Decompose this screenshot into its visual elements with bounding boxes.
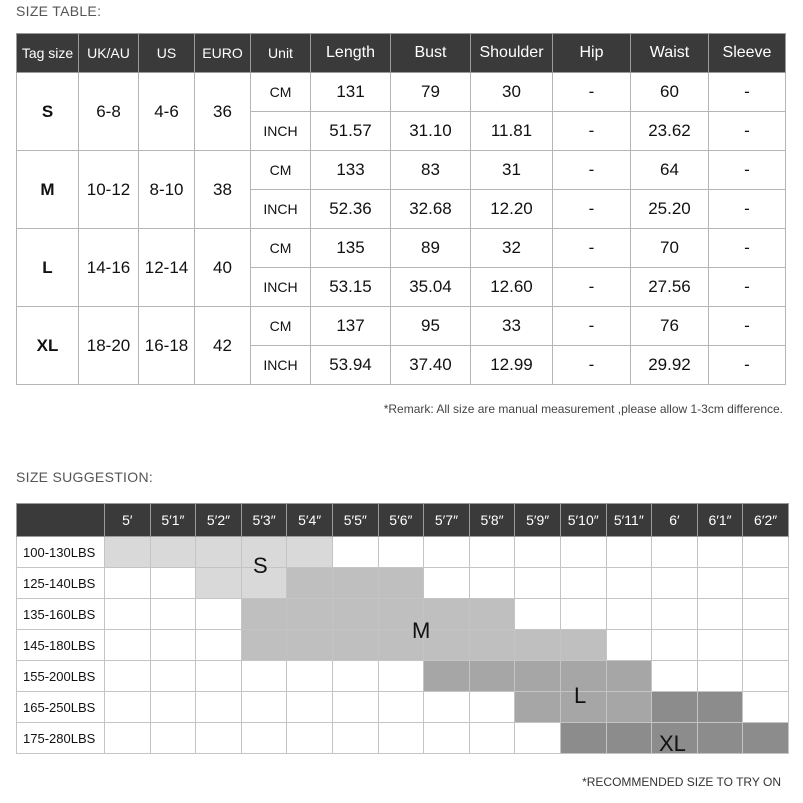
size-cell-empty [743, 630, 789, 661]
size-suggestion-table [16, 503, 789, 754]
us-cell: 4-6 [139, 73, 195, 151]
size-cell-empty [743, 537, 789, 568]
suggestion-row [17, 537, 789, 568]
sleeve-cell: - [709, 112, 786, 151]
uk-au-cell: 18-20 [79, 307, 139, 385]
bust-cell: 89 [391, 229, 471, 268]
unit-cell: CM [251, 73, 311, 112]
unit-cell: CM [251, 307, 311, 346]
sleeve-cell: - [709, 151, 786, 190]
height-header: 5′2″ [196, 504, 242, 537]
euro-cell: 38 [195, 151, 251, 229]
size-cell-empty [560, 568, 606, 599]
size-cell-empty [424, 692, 470, 723]
unit-cell: INCH [251, 190, 311, 229]
unit-cell: INCH [251, 268, 311, 307]
size-cell-empty [150, 661, 196, 692]
waist-cell: 23.62 [631, 112, 709, 151]
size-cell-empty [606, 537, 652, 568]
size-cell-m [287, 630, 333, 661]
header-euro: EURO [195, 34, 251, 73]
size-cell-empty [150, 599, 196, 630]
waist-cell: 76 [631, 307, 709, 346]
euro-cell: 42 [195, 307, 251, 385]
hip-cell: - [553, 346, 631, 385]
sleeve-cell: - [709, 346, 786, 385]
header-uk-au: UK/AU [79, 34, 139, 73]
size-cell-empty [241, 661, 287, 692]
height-header: 5′4″ [287, 504, 333, 537]
size-cell-empty [378, 692, 424, 723]
sleeve-cell: - [709, 307, 786, 346]
size-cell-empty [469, 568, 515, 599]
size-cell-empty [743, 661, 789, 692]
height-header: 5′6″ [378, 504, 424, 537]
size-cell-empty [105, 723, 151, 754]
size-cell-s [287, 537, 333, 568]
size-table-header-row [17, 34, 786, 73]
size-cell-l [424, 661, 470, 692]
bust-cell: 37.40 [391, 346, 471, 385]
shoulder-cell: 32 [471, 229, 553, 268]
suggestion-row [17, 692, 789, 723]
bust-cell: 31.10 [391, 112, 471, 151]
size-cell-empty [378, 537, 424, 568]
size-table [16, 33, 786, 385]
bust-cell: 83 [391, 151, 471, 190]
us-cell: 16-18 [139, 307, 195, 385]
height-header: 5′3″ [241, 504, 287, 537]
size-label-xl: XL [659, 731, 686, 756]
size-cell-m [469, 630, 515, 661]
size-cell-m [332, 630, 378, 661]
euro-cell: 36 [195, 73, 251, 151]
hip-cell: - [553, 151, 631, 190]
header-us: US [139, 34, 195, 73]
size-label-l: L [574, 683, 587, 708]
waist-cell: 64 [631, 151, 709, 190]
size-cell-empty [150, 723, 196, 754]
suggestion-row [17, 630, 789, 661]
sleeve-cell: - [709, 190, 786, 229]
size-cell-empty [469, 537, 515, 568]
header-length: Length [311, 34, 391, 73]
size-cell-m [332, 599, 378, 630]
bust-cell: 32.68 [391, 190, 471, 229]
size-table-title: SIZE TABLE: [16, 3, 102, 19]
size-row-cm [17, 73, 786, 112]
suggestion-row [17, 599, 789, 630]
uk-au-cell: 10-12 [79, 151, 139, 229]
shoulder-cell: 12.99 [471, 346, 553, 385]
size-row-cm [17, 229, 786, 268]
size-cell-empty [515, 568, 561, 599]
size-cell-m [424, 630, 470, 661]
us-cell: 8-10 [139, 151, 195, 229]
size-cell-empty [606, 568, 652, 599]
size-cell-m [287, 599, 333, 630]
size-cell-l [515, 661, 561, 692]
size-suggestion-title: SIZE SUGGESTION: [16, 469, 154, 485]
hip-cell: - [553, 112, 631, 151]
size-cell-empty [287, 661, 333, 692]
size-cell-m [424, 599, 470, 630]
size-cell-empty [469, 692, 515, 723]
size-cell-empty [652, 599, 698, 630]
size-cell-empty [743, 599, 789, 630]
size-cell-m [469, 599, 515, 630]
size-cell-empty [150, 692, 196, 723]
size-cell-l [469, 661, 515, 692]
size-cell-empty [697, 599, 743, 630]
size-cell-empty [515, 723, 561, 754]
bust-cell: 95 [391, 307, 471, 346]
height-header: 6′1″ [697, 504, 743, 537]
length-cell: 52.36 [311, 190, 391, 229]
bust-cell: 35.04 [391, 268, 471, 307]
size-cell-empty [652, 630, 698, 661]
length-cell: 53.94 [311, 346, 391, 385]
waist-cell: 25.20 [631, 190, 709, 229]
size-cell-empty [697, 661, 743, 692]
length-cell: 137 [311, 307, 391, 346]
size-cell-empty [196, 723, 242, 754]
header-waist: Waist [631, 34, 709, 73]
length-cell: 53.15 [311, 268, 391, 307]
size-cell-empty [606, 630, 652, 661]
size-cell-m [241, 599, 287, 630]
bust-cell: 79 [391, 73, 471, 112]
sleeve-cell: - [709, 268, 786, 307]
tag-size-cell: M [17, 151, 79, 229]
hip-cell: - [553, 268, 631, 307]
size-cell-s [196, 537, 242, 568]
suggestion-row [17, 568, 789, 599]
shoulder-cell: 12.20 [471, 190, 553, 229]
waist-cell: 27.56 [631, 268, 709, 307]
hip-cell: - [553, 190, 631, 229]
length-cell: 133 [311, 151, 391, 190]
hip-cell: - [553, 229, 631, 268]
size-cell-empty [241, 692, 287, 723]
height-header: 5′10″ [560, 504, 606, 537]
suggestion-header-row [17, 504, 789, 537]
size-row-cm [17, 307, 786, 346]
size-cell-xl [560, 723, 606, 754]
tag-size-cell: L [17, 229, 79, 307]
hip-cell: - [553, 307, 631, 346]
height-header: 5′1″ [150, 504, 196, 537]
shoulder-cell: 33 [471, 307, 553, 346]
size-cell-empty [424, 568, 470, 599]
size-cell-m [332, 568, 378, 599]
length-cell: 51.57 [311, 112, 391, 151]
size-cell-empty [287, 723, 333, 754]
size-cell-empty [105, 599, 151, 630]
weight-header-blank [17, 504, 105, 537]
weight-label: 155-200LBS [17, 661, 105, 692]
recommend-note: *RECOMMENDED SIZE TO TRY ON [582, 775, 781, 789]
remark-note: *Remark: All size are manual measurement ,please allow 1-3cm difference. [383, 402, 783, 416]
waist-cell: 29.92 [631, 346, 709, 385]
tag-size-cell: XL [17, 307, 79, 385]
unit-cell: INCH [251, 346, 311, 385]
size-cell-empty [652, 568, 698, 599]
unit-cell: INCH [251, 112, 311, 151]
size-cell-empty [196, 661, 242, 692]
size-cell-empty [287, 692, 333, 723]
size-cell-empty [652, 537, 698, 568]
shoulder-cell: 11.81 [471, 112, 553, 151]
size-cell-empty [697, 630, 743, 661]
size-cell-empty [515, 537, 561, 568]
size-cell-xl [697, 692, 743, 723]
size-cell-empty [515, 599, 561, 630]
length-cell: 131 [311, 73, 391, 112]
size-cell-empty [150, 630, 196, 661]
header-shoulder: Shoulder [471, 34, 553, 73]
header-bust: Bust [391, 34, 471, 73]
weight-label: 100-130LBS [17, 537, 105, 568]
unit-cell: CM [251, 229, 311, 268]
size-cell-s [105, 537, 151, 568]
weight-label: 135-160LBS [17, 599, 105, 630]
shoulder-cell: 12.60 [471, 268, 553, 307]
size-cell-empty [560, 599, 606, 630]
size-cell-empty [424, 723, 470, 754]
uk-au-cell: 6-8 [79, 73, 139, 151]
size-cell-empty [424, 537, 470, 568]
unit-cell: CM [251, 151, 311, 190]
waist-cell: 60 [631, 73, 709, 112]
size-row-cm [17, 151, 786, 190]
size-cell-l [606, 692, 652, 723]
size-cell-empty [560, 537, 606, 568]
size-cell-empty [105, 568, 151, 599]
size-cell-empty [105, 692, 151, 723]
size-cell-empty [378, 661, 424, 692]
height-header: 6′2″ [743, 504, 789, 537]
size-cell-empty [743, 568, 789, 599]
size-cell-m [378, 568, 424, 599]
hip-cell: - [553, 73, 631, 112]
size-cell-xl [606, 723, 652, 754]
header-hip: Hip [553, 34, 631, 73]
size-cell-empty [378, 723, 424, 754]
size-cell-l [515, 692, 561, 723]
size-cell-empty [105, 630, 151, 661]
size-cell-s [150, 537, 196, 568]
size-cell-empty [606, 599, 652, 630]
size-cell-empty [196, 692, 242, 723]
size-cell-empty [697, 568, 743, 599]
size-cell-m [560, 630, 606, 661]
weight-label: 145-180LBS [17, 630, 105, 661]
size-cell-empty [241, 723, 287, 754]
height-header: 5′7″ [424, 504, 470, 537]
size-cell-empty [105, 661, 151, 692]
size-cell-empty [697, 537, 743, 568]
header-sleeve: Sleeve [709, 34, 786, 73]
sleeve-cell: - [709, 229, 786, 268]
sleeve-cell: - [709, 73, 786, 112]
euro-cell: 40 [195, 229, 251, 307]
size-cell-s [196, 568, 242, 599]
size-cell-empty [196, 599, 242, 630]
height-header: 5′5″ [332, 504, 378, 537]
header-tag-size: Tag size [17, 34, 79, 73]
height-header: 5′8″ [469, 504, 515, 537]
size-cell-l [606, 661, 652, 692]
weight-label: 165-250LBS [17, 692, 105, 723]
shoulder-cell: 31 [471, 151, 553, 190]
shoulder-cell: 30 [471, 73, 553, 112]
waist-cell: 70 [631, 229, 709, 268]
size-cell-empty [150, 568, 196, 599]
size-cell-empty [332, 537, 378, 568]
uk-au-cell: 14-16 [79, 229, 139, 307]
size-cell-xl [652, 692, 698, 723]
us-cell: 12-14 [139, 229, 195, 307]
size-cell-empty [652, 661, 698, 692]
weight-label: 125-140LBS [17, 568, 105, 599]
tag-size-cell: S [17, 73, 79, 151]
height-header: 5′11″ [606, 504, 652, 537]
size-cell-empty [332, 723, 378, 754]
size-label-m: M [412, 618, 431, 643]
size-label-s: S [253, 553, 268, 578]
size-cell-m [241, 630, 287, 661]
height-header: 6′ [652, 504, 698, 537]
height-header: 5′9″ [515, 504, 561, 537]
size-cell-xl [697, 723, 743, 754]
size-cell-xl [743, 723, 789, 754]
weight-label: 175-280LBS [17, 723, 105, 754]
size-cell-m [287, 568, 333, 599]
size-cell-empty [332, 661, 378, 692]
size-cell-m [515, 630, 561, 661]
size-cell-empty [743, 692, 789, 723]
length-cell: 135 [311, 229, 391, 268]
size-cell-empty [196, 630, 242, 661]
size-cell-empty [332, 692, 378, 723]
suggestion-row [17, 661, 789, 692]
size-cell-empty [469, 723, 515, 754]
header-unit: Unit [251, 34, 311, 73]
height-header: 5′ [105, 504, 151, 537]
